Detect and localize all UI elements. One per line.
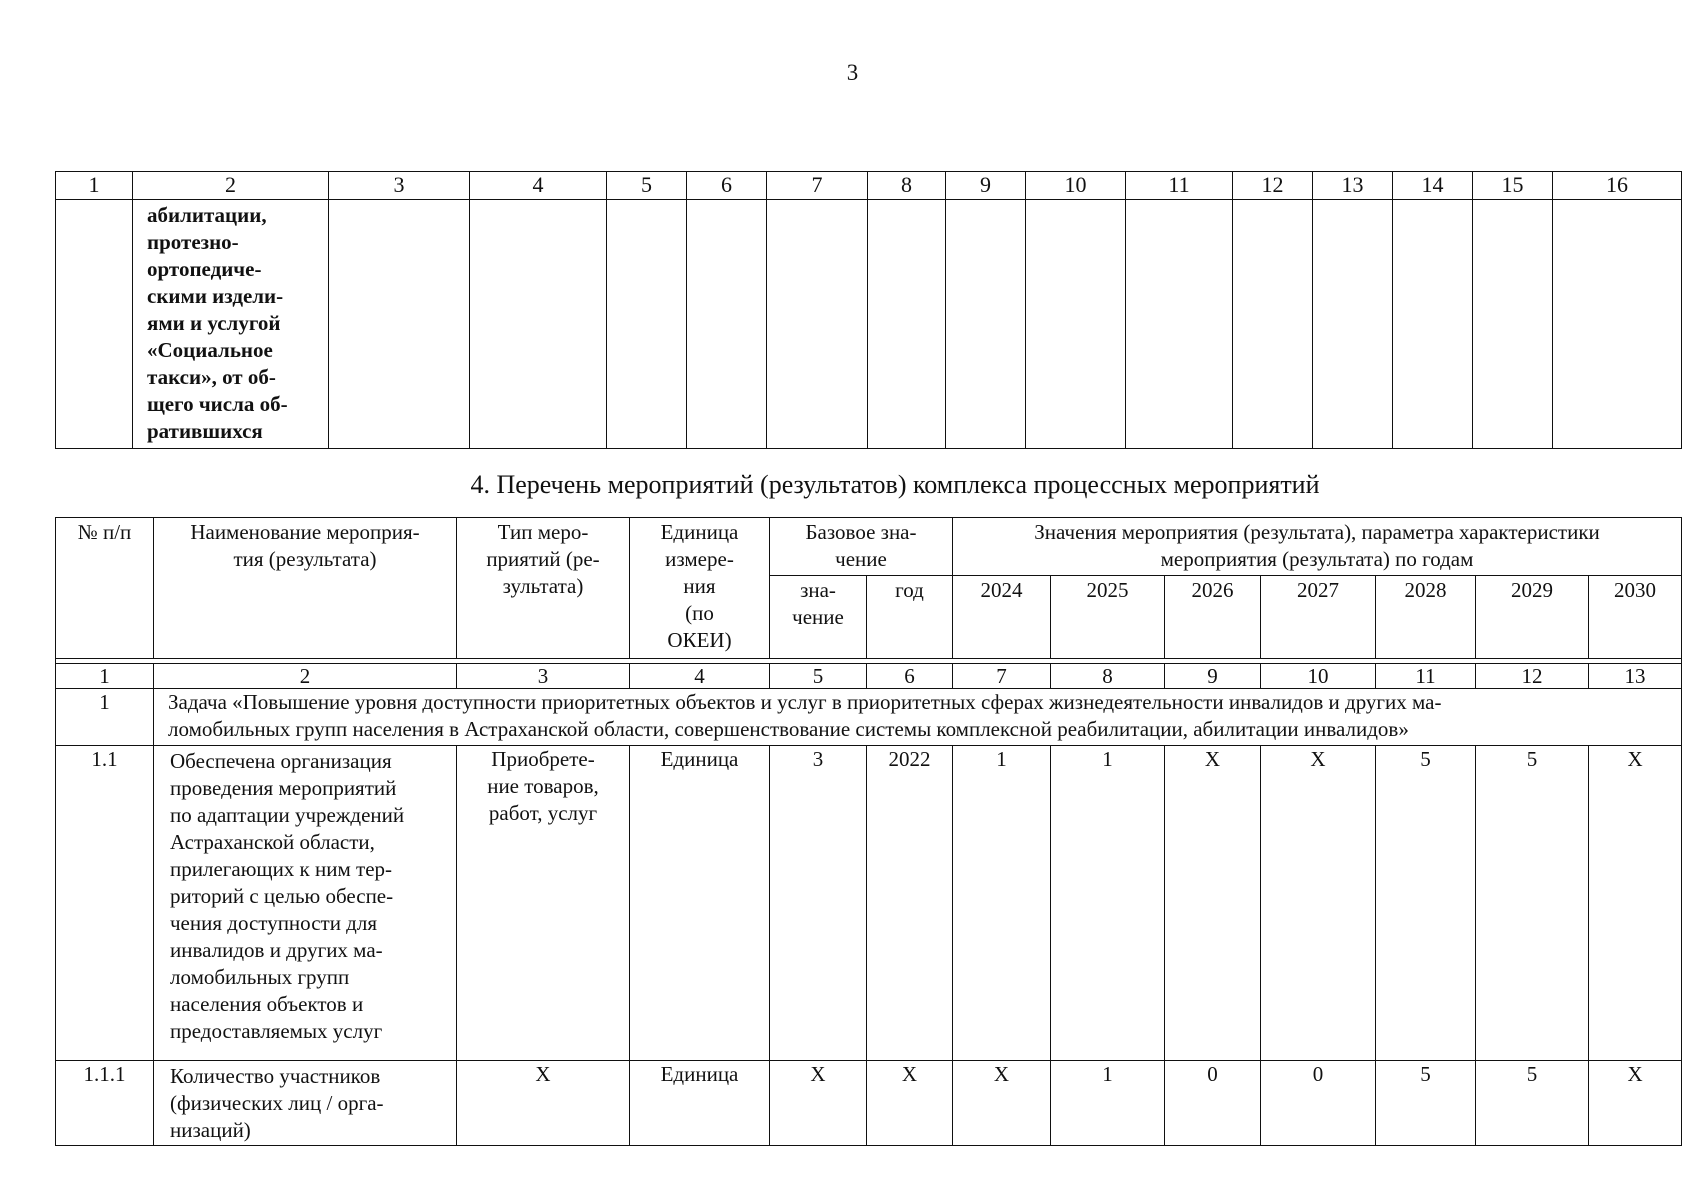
header-values bbox=[953, 518, 1682, 576]
table1-cell bbox=[329, 200, 470, 449]
row-type bbox=[457, 1061, 630, 1146]
row-name-line: ломобильных групп bbox=[170, 965, 350, 989]
header-type-line: зультата) bbox=[502, 574, 584, 598]
indicator-name-line: ортопедиче- bbox=[147, 257, 262, 281]
table1-cell bbox=[1126, 200, 1233, 449]
row-name-line: Астраханской области, bbox=[170, 830, 375, 854]
header-type bbox=[457, 518, 630, 659]
header-year: 2024 bbox=[953, 576, 1051, 659]
table1-col-number: 2 bbox=[133, 172, 329, 200]
header-unit-line: измере- bbox=[665, 547, 734, 571]
row-type-line: ние товаров, bbox=[487, 774, 599, 798]
row-num: 1.1.1 bbox=[56, 1061, 154, 1146]
row-base-year: 2022 bbox=[867, 746, 953, 1061]
indicator-name-line: такси», от об- bbox=[147, 365, 276, 389]
task-num: 1 bbox=[56, 689, 154, 746]
table1-cell bbox=[1026, 200, 1126, 449]
header-year: 2030 bbox=[1589, 576, 1682, 659]
row-year-value: 5 bbox=[1376, 746, 1476, 1061]
row-year-value: 5 bbox=[1376, 1061, 1476, 1146]
row-name-line: Количество участников bbox=[170, 1064, 381, 1088]
header-unit-line: ния bbox=[683, 574, 716, 598]
table1-col-number: 15 bbox=[1473, 172, 1553, 200]
table1-col-number: 16 bbox=[1553, 172, 1682, 200]
row-name-line: Обеспечена организация bbox=[170, 749, 392, 773]
header-base bbox=[770, 518, 953, 576]
row-type-line: X bbox=[535, 1062, 551, 1086]
header-base-line: Базовое зна- bbox=[805, 520, 917, 544]
row-num: 1.1 bbox=[56, 746, 154, 1061]
table1-cell bbox=[687, 200, 767, 449]
row-name-line: инвалидов и других ма- bbox=[170, 938, 383, 962]
table1-col-number: 11 bbox=[1126, 172, 1233, 200]
task-row bbox=[56, 689, 1682, 746]
column-number: 4 bbox=[630, 664, 770, 689]
row-year-value: 0 bbox=[1261, 1061, 1376, 1146]
header-base-year: год bbox=[867, 576, 953, 659]
table1-cell bbox=[1553, 200, 1682, 449]
row-year-value: X bbox=[1589, 1061, 1682, 1146]
column-number: 7 bbox=[953, 664, 1051, 689]
table1-col-number: 8 bbox=[868, 172, 946, 200]
row-name-line: прилегающих к ним тер- bbox=[170, 857, 393, 881]
table2-column-numbers bbox=[56, 664, 1682, 689]
table1-col-number: 10 bbox=[1026, 172, 1126, 200]
table2-header-row bbox=[56, 518, 1682, 576]
table1-col-number: 9 bbox=[946, 172, 1026, 200]
table1-cell bbox=[1473, 200, 1553, 449]
column-number: 1 bbox=[56, 664, 154, 689]
header-name-line: Наименование мероприя- bbox=[190, 520, 420, 544]
row-name bbox=[154, 746, 457, 1061]
table1-col-number: 7 bbox=[767, 172, 868, 200]
header-year: 2026 bbox=[1165, 576, 1261, 659]
column-number: 5 bbox=[770, 664, 867, 689]
header-type-line: Тип меро- bbox=[497, 520, 589, 544]
column-number: 2 bbox=[154, 664, 457, 689]
row-type bbox=[457, 746, 630, 1061]
row-name-line: проведения мероприятий bbox=[170, 776, 397, 800]
indicator-name-line: абилитации, bbox=[147, 203, 267, 227]
row-base-year: X bbox=[867, 1061, 953, 1146]
table1-col-number: 6 bbox=[687, 172, 767, 200]
task-text-line: Задача «Повышение уровня доступности приоритетных объектов и услуг в приоритетных сферах жизнедеятельности инвалидов и других ма- bbox=[168, 690, 1442, 714]
row-name-line: населения объектов и bbox=[170, 992, 364, 1016]
column-number: 9 bbox=[1165, 664, 1261, 689]
row-year-value: 5 bbox=[1476, 1061, 1589, 1146]
column-number: 3 bbox=[457, 664, 630, 689]
header-year: 2025 bbox=[1051, 576, 1165, 659]
row-name bbox=[154, 1061, 457, 1146]
table-row bbox=[56, 746, 1682, 1061]
table1-cell bbox=[946, 200, 1026, 449]
column-number: 12 bbox=[1476, 664, 1589, 689]
row-unit: Единица bbox=[630, 1061, 770, 1146]
indicator-name-line: ями и услугой bbox=[147, 311, 281, 335]
row-name-line: (физических лиц / орга- bbox=[170, 1091, 384, 1115]
table1-row bbox=[56, 200, 1682, 449]
row-year-value: 1 bbox=[953, 746, 1051, 1061]
table1-cell bbox=[607, 200, 687, 449]
header-name-line: тия (результата) bbox=[233, 547, 377, 571]
table1-cell bbox=[767, 200, 868, 449]
header-unit-line: Единица bbox=[660, 520, 739, 544]
page-number: 3 bbox=[846, 60, 859, 85]
continuation-table bbox=[55, 171, 1682, 449]
row-year-value: X bbox=[1589, 746, 1682, 1061]
column-number: 13 bbox=[1589, 664, 1682, 689]
column-number: 8 bbox=[1051, 664, 1165, 689]
header-type-line: приятий (ре- bbox=[486, 547, 600, 571]
row-year-value: 5 bbox=[1476, 746, 1589, 1061]
row-year-value: X bbox=[1261, 746, 1376, 1061]
table1-cell bbox=[1233, 200, 1313, 449]
column-number: 6 bbox=[867, 664, 953, 689]
row-year-value: 0 bbox=[1165, 1061, 1261, 1146]
table1-col-number: 5 bbox=[607, 172, 687, 200]
indicator-name-line: скими издели- bbox=[147, 284, 284, 308]
indicator-name-line: «Социальное bbox=[147, 338, 273, 362]
section-title: 4. Перечень мероприятий (результатов) комплекса процессных мероприятий bbox=[470, 470, 1320, 499]
row-base-value: 3 bbox=[770, 746, 867, 1061]
indicator-name-line: протезно- bbox=[147, 230, 239, 254]
table1-cell bbox=[56, 200, 133, 449]
table1-col-number: 3 bbox=[329, 172, 470, 200]
header-base-value-line: чение bbox=[792, 605, 844, 629]
table1-cell bbox=[1393, 200, 1473, 449]
row-year-value: X bbox=[1165, 746, 1261, 1061]
row-name-line: низаций) bbox=[170, 1118, 251, 1142]
header-unit bbox=[630, 518, 770, 659]
header-base-value bbox=[770, 576, 867, 659]
row-unit: Единица bbox=[630, 746, 770, 1061]
header-unit-line: ОКЕИ) bbox=[667, 628, 732, 652]
indicator-name-cell bbox=[133, 200, 329, 449]
table1-col-number: 1 bbox=[56, 172, 133, 200]
row-type-line: Приобрете- bbox=[491, 747, 595, 771]
header-year: 2028 bbox=[1376, 576, 1476, 659]
table1-col-number: 13 bbox=[1313, 172, 1393, 200]
table1-col-number: 12 bbox=[1233, 172, 1313, 200]
row-type-line: работ, услуг bbox=[488, 801, 598, 825]
row-name-line: предоставляемых услуг bbox=[170, 1019, 383, 1043]
row-year-value: X bbox=[953, 1061, 1051, 1146]
table1-cell bbox=[470, 200, 607, 449]
header-values-line: Значения мероприятия (результата), параметра характеристики bbox=[1034, 520, 1600, 544]
row-name-line: риторий с целью обеспе- bbox=[170, 884, 394, 908]
table1-col-number: 14 bbox=[1393, 172, 1473, 200]
header-year: 2027 bbox=[1261, 576, 1376, 659]
activities-table bbox=[55, 517, 1682, 1146]
row-year-value: 1 bbox=[1051, 746, 1165, 1061]
table1-col-number: 4 bbox=[470, 172, 607, 200]
column-number: 11 bbox=[1376, 664, 1476, 689]
header-num: № п/п bbox=[56, 518, 154, 659]
header-unit-line: (по bbox=[685, 601, 714, 625]
indicator-name-line: ратившихся bbox=[147, 419, 263, 443]
header-year: 2029 bbox=[1476, 576, 1589, 659]
column-number: 10 bbox=[1261, 664, 1376, 689]
table1-cell bbox=[1313, 200, 1393, 449]
header-values-line: мероприятия (результата) по годам bbox=[1160, 547, 1474, 571]
row-base-value: X bbox=[770, 1061, 867, 1146]
header-name bbox=[154, 518, 457, 659]
table-row bbox=[56, 1061, 1682, 1146]
table1-header-row bbox=[56, 172, 1682, 200]
indicator-name-line: щего числа об- bbox=[147, 392, 288, 416]
row-year-value: 1 bbox=[1051, 1061, 1165, 1146]
header-base-line: чение bbox=[835, 547, 887, 571]
table1-cell bbox=[868, 200, 946, 449]
row-name-line: по адаптации учреждений bbox=[170, 803, 405, 827]
task-text-line: ломобильных групп населения в Астраханской области, совершенствование системы комплексной реабилитации, абилитации инвалидов» bbox=[168, 717, 1409, 741]
row-name-line: чения доступности для bbox=[170, 911, 378, 935]
header-base-value-line: зна- bbox=[800, 578, 836, 602]
task-text bbox=[154, 689, 1682, 746]
